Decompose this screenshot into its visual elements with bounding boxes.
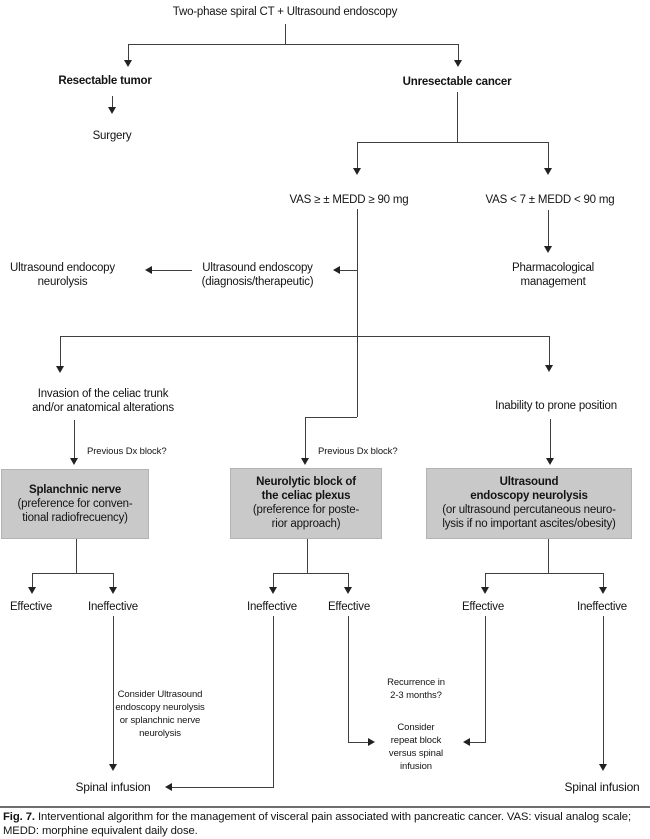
arrow-down-icon: [353, 168, 361, 175]
connector-line: [128, 44, 458, 45]
outcome-left-ineffective: Ineffective: [87, 601, 138, 613]
arrow-down-icon: [70, 458, 78, 465]
connector-line: [357, 209, 358, 417]
connector-line: [128, 44, 129, 60]
connector-line: [340, 270, 357, 271]
arrow-down-icon: [599, 764, 607, 771]
connector-line: [60, 336, 61, 366]
connector-line: [152, 270, 192, 271]
arrow-right-icon: [368, 738, 375, 746]
node-invasion-celiac-trunk: Invasion of the celiac trunk and/or anatomical alterations: [32, 388, 174, 414]
note-consider-eus-neurolysis: Consider Ultrasound endoscopy neurolysis or splanchnic nerve neurolysis: [115, 689, 205, 739]
node-spinal-infusion-right: Spinal infusion: [564, 780, 640, 794]
arrow-left-icon: [145, 266, 152, 274]
arrow-left-icon: [165, 783, 172, 791]
outcome-left-effective: Effective: [9, 601, 53, 613]
connector-line: [348, 616, 349, 742]
arrow-down-icon: [109, 587, 117, 594]
connector-line: [548, 142, 549, 168]
arrow-down-icon: [301, 458, 309, 465]
connector-line: [457, 92, 458, 142]
connector-line: [485, 573, 486, 587]
arrow-down-icon: [269, 587, 277, 594]
connector-line: [305, 417, 306, 458]
connector-line: [549, 336, 550, 365]
outcome-right-effective: Effective: [461, 601, 505, 613]
note-consider-repeat-block: Consider repeat block versus spinal infusion: [388, 722, 444, 772]
connector-line: [603, 616, 604, 764]
node-unresectable-cancer: Unresectable cancer: [402, 76, 512, 88]
connector-line: [273, 573, 274, 587]
caption-text: Interventional algorithm for the management of visceral pain associated with pancreatic cancer. VAS: visual analog scale; MEDD: morphine equivalent daily dose.: [3, 811, 632, 837]
arrow-left-icon: [463, 738, 470, 746]
arrow-down-icon: [124, 60, 132, 67]
connector-line: [113, 616, 114, 764]
arrow-down-icon: [28, 587, 36, 594]
arrow-down-icon: [599, 587, 607, 594]
label-previous-dx-block-middle: Previous Dx block?: [318, 446, 398, 457]
box-ultrasound-endoscopy-neurolysis: Ultrasound endoscopy neurolysis (or ultrasound percutaneous neuro- lysis if no important ascites/obesity): [426, 468, 632, 539]
figure-caption: [3, 811, 647, 838]
node-surgery: Surgery: [92, 130, 132, 142]
node-vas-low: VAS < 7 ± MEDD < 90 mg: [485, 194, 615, 206]
connector-line: [485, 616, 486, 742]
arrow-down-icon: [544, 246, 552, 253]
caption-divider: [0, 806, 650, 808]
arrow-down-icon: [546, 458, 554, 465]
connector-line: [357, 142, 358, 168]
outcome-mid-ineffective: Ineffective: [246, 601, 297, 613]
connector-line: [285, 24, 286, 44]
arrow-down-icon: [544, 168, 552, 175]
connector-line: [112, 96, 113, 107]
node-eus-neurolysis: Ultrasound endocopy neurolysis: [10, 262, 115, 288]
node-pharmacological-management: Pharmacological management: [511, 262, 594, 288]
connector-line: [273, 616, 274, 788]
connector-line: [273, 573, 348, 574]
connector-line: [357, 142, 548, 143]
connector-line: [60, 336, 549, 337]
connector-line: [603, 573, 604, 587]
connector-line: [307, 539, 308, 573]
node-resectable-tumor: Resectable tumor: [58, 75, 152, 87]
connector-line: [348, 742, 368, 743]
connector-line: [74, 420, 75, 458]
box-neurolytic-celiac-plexus: Neurolytic block of the celiac plexus (preference for poste- rior approach): [230, 468, 382, 539]
arrow-left-icon: [333, 266, 340, 274]
connector-line: [458, 44, 459, 60]
arrow-down-icon: [344, 587, 352, 594]
note-recurrence: Recurrence in 2-3 months?: [387, 677, 445, 701]
arrow-down-icon: [454, 60, 462, 67]
connector-line: [76, 539, 77, 573]
node-root-ct-eus: Two-phase spiral CT + Ultrasound endoscopy: [172, 6, 398, 18]
connector-line: [550, 419, 551, 458]
caption-figure-label: Fig. 7.: [3, 811, 35, 823]
connector-line: [32, 573, 113, 574]
connector-line: [172, 787, 274, 788]
outcome-mid-effective: Effective: [327, 601, 371, 613]
connector-line: [470, 742, 486, 743]
box-splanchnic-nerve: Splanchnic nerve (preference for conven- tional radiofrecuency): [1, 469, 149, 539]
connector-line: [113, 573, 114, 587]
arrow-down-icon: [108, 107, 116, 114]
outcome-right-ineffective: Ineffective: [576, 601, 627, 613]
connector-line: [32, 573, 33, 587]
connector-line: [348, 573, 349, 587]
arrow-down-icon: [109, 764, 117, 771]
connector-line: [548, 210, 549, 246]
connector-line: [305, 417, 357, 418]
node-eus-diagnostic: Ultrasound endoscopy (diagnosis/therapeutic): [201, 262, 314, 288]
node-vas-high: VAS ≥ ± MEDD ≥ 90 mg: [289, 194, 409, 206]
connector-line: [485, 573, 603, 574]
label-previous-dx-block-left: Previous Dx block?: [87, 446, 167, 457]
node-spinal-infusion-left: Spinal infusion: [75, 780, 151, 794]
node-inability-prone-position: Inability to prone position: [495, 400, 617, 412]
arrow-down-icon: [481, 587, 489, 594]
arrow-down-icon: [545, 365, 553, 372]
arrow-down-icon: [56, 366, 64, 373]
connector-line: [548, 539, 549, 573]
